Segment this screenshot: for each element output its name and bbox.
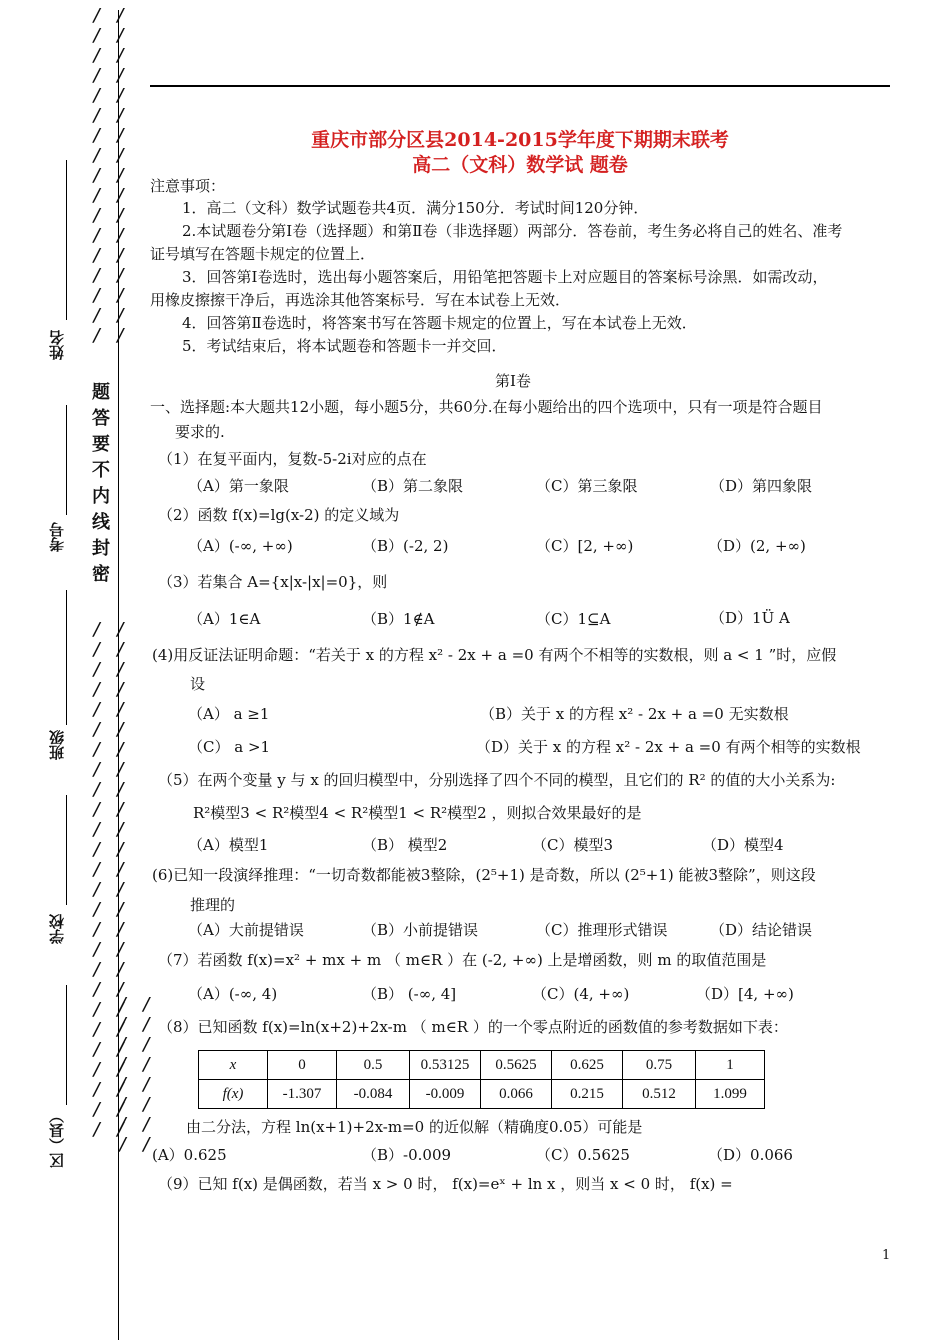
q1-option-b[interactable]: （B）第二象限	[362, 477, 464, 495]
note-1: 1．高二（文科）数学试题卷共4页．满分150分．考试时间120分钟．	[182, 199, 649, 217]
q3-stem: （3）若集合 A={x|x-|x|=0}，则	[158, 573, 388, 591]
table-cell: 0.512	[623, 1080, 696, 1109]
warning-char: 内	[92, 486, 110, 507]
q7-option-c[interactable]: （C）(4, +∞)	[532, 985, 630, 1003]
q3-option-b[interactable]: （B）1∉A	[362, 610, 435, 628]
q4-option-c[interactable]: （C） a >1	[188, 738, 271, 756]
table-cell: f(x)	[199, 1080, 268, 1109]
q6-option-b[interactable]: （B）小前提错误	[362, 921, 479, 939]
table-cell: 0.5	[337, 1051, 410, 1080]
note-2b: 证号填写在答题卡规定的位置上．	[150, 245, 376, 263]
table-row	[199, 1080, 765, 1109]
table-cell: 1	[696, 1051, 765, 1080]
q5-option-c[interactable]: （C）模型3	[532, 836, 614, 854]
warning-char: 封	[92, 538, 110, 559]
page-number: 1	[882, 1248, 891, 1263]
table-cell: 1.099	[696, 1080, 765, 1109]
name-label: 姓名	[48, 330, 66, 360]
table-cell: 0.53125	[410, 1051, 481, 1080]
warning-char: 不	[92, 460, 110, 481]
q8-stem: （8）已知函数 f(x)=ln(x+2)+2x-m （ m∈R ）的一个零点附近的函数值的参考数据如下表：	[158, 1018, 788, 1036]
q6-stem-a: (6)已知一段演绎推理：“一切奇数都能被3整除，(2⁵+1) 是奇数，所以 (2⁵+1) 能被3整除”，则这段	[152, 866, 816, 884]
warning-char: 答	[92, 408, 110, 429]
q9-stem: （9）已知 f(x) 是偶函数，若当 x > 0 时， f(x)=eˣ + ln x ，则当 x < 0 时， f(x) =	[158, 1175, 733, 1193]
notes-heading: 注意事项：	[150, 177, 226, 195]
q2-stem: （2）函数 f(x)=lg(x-2) 的定义域为	[158, 506, 400, 524]
warning-char: 密	[92, 564, 110, 585]
exam-title-line1: 重庆市部分区县2014-2015学年度下期期末联考	[311, 129, 729, 151]
q7-option-a[interactable]: （A）(-∞, 4)	[188, 985, 278, 1003]
q4-stem-b: 设	[190, 675, 206, 693]
note-5: 5．考试结束后，将本试题卷和答题卡一并交回．	[182, 337, 507, 355]
q2-option-a[interactable]: （A）(-∞, +∞)	[188, 537, 293, 555]
q7-stem: （7）若函数 f(x)=x² + mx + m （ m∈R ）在 (-2, +∞) 上是增函数，则 m 的取值范围是	[158, 951, 767, 969]
note-3a: 3．回答第Ⅰ卷选时，选出每小题答案后，用铅笔把答题卡上对应题目的答案标号涂黑．如需改动，	[182, 268, 828, 286]
slash-pattern-top: / / / / / / / / / / / / / / / / / / / / / / / / / / / / / / / / / /	[92, 5, 128, 346]
note-2a: 2.本试题卷分第Ⅰ卷（选择题）和第Ⅱ卷（非选择题）两部分．答卷前，考生务必将自己的姓名、准考	[182, 222, 843, 240]
section-intro-a: 一、选择题:本大题共12小题，每小题5分，共60分.在每小题给出的四个选项中，只有一项是符合题目	[150, 398, 823, 416]
school-underline[interactable]	[66, 795, 67, 905]
q4-option-b[interactable]: （B）关于 x 的方程 x² - 2x + a =0 无实数根	[480, 705, 789, 723]
reference-data-table	[198, 1050, 765, 1109]
q8-followup: 由二分法，方程 ln(x+1)+2x-m=0 的近似解（精确度0.05）可能是	[186, 1118, 643, 1136]
q6-stem-b: 推理的	[190, 896, 236, 914]
exam-title-line2: 高二（文科）数学试 题卷	[412, 154, 628, 176]
table-row	[199, 1051, 765, 1080]
table-cell: 0.215	[552, 1080, 623, 1109]
table-cell: 0.5625	[481, 1051, 552, 1080]
q1-option-d[interactable]: （D）第四象限	[710, 477, 813, 495]
q8-option-b[interactable]: （B）-0.009	[362, 1146, 452, 1164]
q7-option-b[interactable]: （B） (-∞, 4]	[362, 985, 457, 1003]
q2-option-d[interactable]: （D）(2, +∞)	[708, 537, 806, 555]
slash-pattern-mid: / / / / / / / / / / / / / / / / / / / / / / / / / / / / / / / / / / / / / / / / / / / / / / / / / / / /	[92, 619, 128, 1140]
q1-option-a[interactable]: （A）第一象限	[188, 477, 289, 495]
q1-option-c[interactable]: （C）第三象限	[536, 477, 638, 495]
q5-stem-a: （5）在两个变量 y 与 x 的回归模型中，分别选择了四个不同的模型，且它们的 R² 的值的大小关系为:	[158, 771, 836, 789]
q6-option-d[interactable]: （D）结论错误	[710, 921, 813, 939]
q4-option-a[interactable]: （A） a ≥1	[188, 705, 270, 723]
q1-stem: （1）在复平面内，复数-5-2i对应的点在	[158, 450, 427, 468]
section-heading: 第Ⅰ卷	[495, 372, 531, 390]
q5-option-a[interactable]: （A）模型1	[188, 836, 269, 854]
warning-char: 题	[92, 382, 110, 403]
table-cell: -1.307	[268, 1080, 337, 1109]
q4-stem-a: (4)用反证法证明命题：“若关于 x 的方程 x² - 2x + a =0 有两个不相等的实数根，则 a < 1 ”时，应假	[152, 646, 837, 664]
school-label: 学校	[48, 914, 66, 944]
q3-option-c[interactable]: （C）1⊆A	[536, 610, 611, 628]
q2-option-c[interactable]: （C）[2, +∞)	[536, 537, 634, 555]
table-cell: -0.084	[337, 1080, 410, 1109]
q8-option-a[interactable]: (A）0.625	[152, 1146, 227, 1164]
warning-char: 要	[92, 434, 110, 455]
class-underline[interactable]	[66, 590, 67, 725]
exam-no-underline[interactable]	[66, 405, 67, 515]
note-3b: 用橡皮擦擦干净后，再选涂其他答案标号．写在本试卷上无效．	[150, 291, 571, 309]
q4-option-d[interactable]: （D）关于 x 的方程 x² - 2x + a =0 有两个相等的实数根	[476, 738, 861, 756]
district-label: 区（县）	[48, 1108, 66, 1168]
q3-option-a[interactable]: （A）1∈A	[188, 610, 261, 628]
table-cell: 0.625	[552, 1051, 623, 1080]
table-cell: 0.066	[481, 1080, 552, 1109]
q5-stem-b: R²模型3 < R²模型4 < R²模型1 < R²模型2 ，则拟合效果最好的是	[193, 804, 642, 822]
name-underline[interactable]	[66, 160, 67, 320]
seal-warning-text	[86, 380, 116, 588]
table-cell: x	[199, 1051, 268, 1080]
table-cell: 0.75	[623, 1051, 696, 1080]
q3-option-d[interactable]: （D）1Ü A	[710, 609, 790, 627]
slash-pattern-low: / / / / / / / / / / / / / / / /	[118, 994, 154, 1155]
warning-char: 线	[92, 512, 110, 533]
q5-option-d[interactable]: （D）模型4	[702, 836, 784, 854]
q8-option-c[interactable]: （C）0.5625	[536, 1146, 630, 1164]
table-cell: -0.009	[410, 1080, 481, 1109]
district-underline[interactable]	[66, 985, 67, 1105]
section-intro-b: 要求的.	[175, 423, 225, 441]
q2-option-b[interactable]: （B）(-2, 2)	[362, 537, 449, 555]
q7-option-d[interactable]: （D）[4, +∞)	[696, 985, 794, 1003]
class-label: 班级	[48, 730, 66, 760]
note-4: 4．回答第Ⅱ卷选时，将答案书写在答题卡规定的位置上，写在本试卷上无效．	[182, 314, 697, 332]
table-cell: 0	[268, 1051, 337, 1080]
header-rule	[150, 85, 890, 87]
q6-option-c[interactable]: （C）推理形式错误	[536, 921, 668, 939]
q6-option-a[interactable]: （A）大前提错误	[188, 921, 304, 939]
q5-option-b[interactable]: （B） 模型2	[362, 836, 448, 854]
exam-no-label: 考号	[48, 522, 66, 552]
q8-option-d[interactable]: （D）0.066	[708, 1146, 793, 1164]
